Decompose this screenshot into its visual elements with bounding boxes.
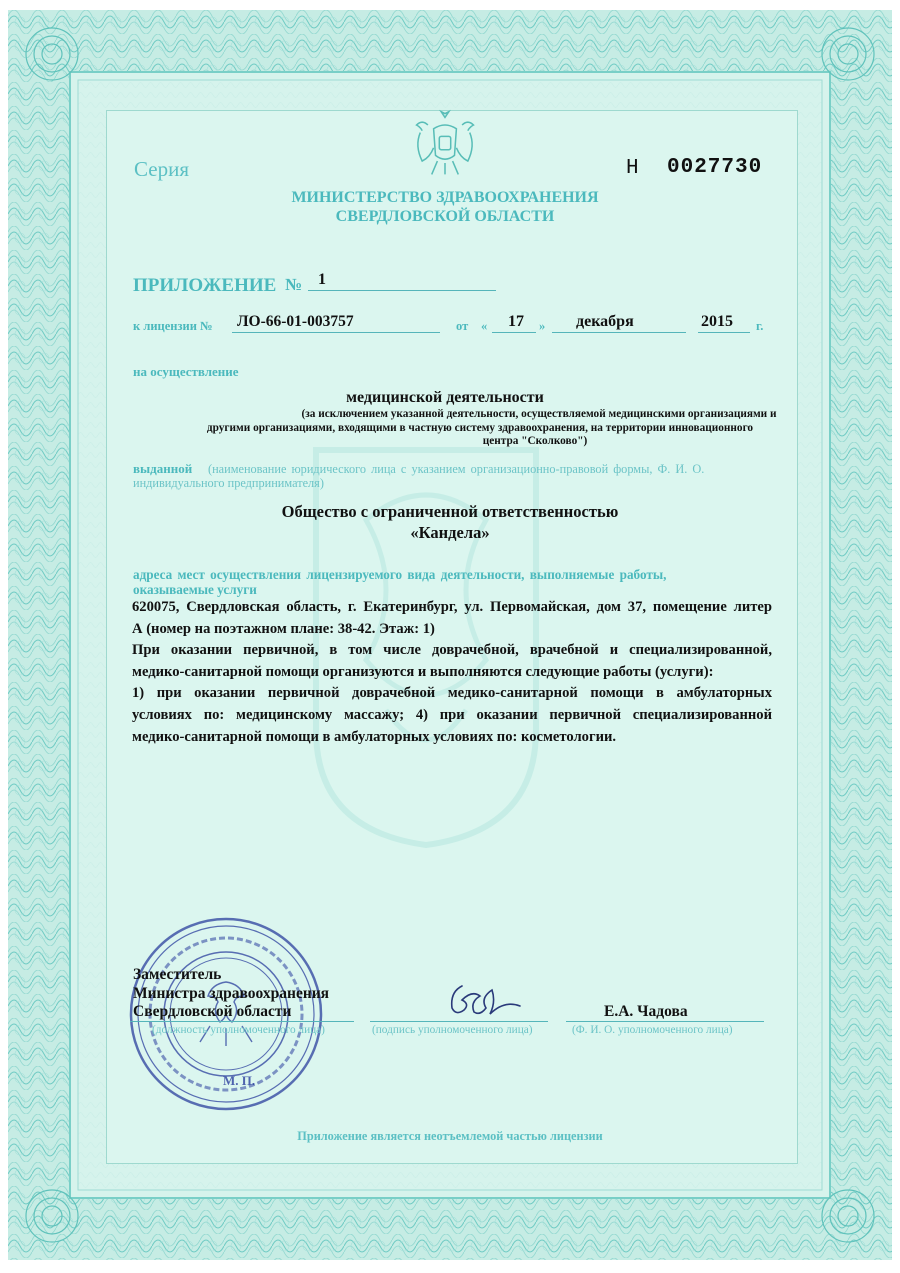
- series-label: Серия: [134, 157, 189, 181]
- license-day-line: [492, 332, 536, 333]
- series-letter: Н: [626, 157, 639, 180]
- license-year-line: [698, 332, 750, 333]
- ministry-title: [200, 188, 690, 226]
- address-line: медико-санитарной помощи в амбулаторных условиях по: косметологии.: [132, 728, 617, 745]
- footer-note: Приложение является неотъемлемой частью лицензии: [297, 1129, 603, 1143]
- appendix-number-line: [308, 290, 496, 291]
- address-line: медико-санитарной помощи организуются и выполняются следующие работы (услуги):: [132, 663, 714, 680]
- name-line: [566, 1021, 764, 1022]
- activity-note-line2: другими организациями, входящими в частную систему здравоохранения, на территории инновационного: [206, 421, 754, 434]
- addresses-label: [133, 567, 773, 597]
- license-from-label: от: [456, 319, 469, 333]
- license-day: 17: [508, 313, 524, 330]
- appendix-number-sign: №: [285, 275, 303, 294]
- signatory-position: [133, 966, 329, 1022]
- appendix-label: ПРИЛОЖЕНИЕ: [133, 275, 277, 296]
- address-line: 1) при оказании первичной доврачебной медико-санитарной помощи в амбулаторных: [132, 685, 772, 702]
- issued-caption-line2: индивидуального предпринимателя): [133, 476, 324, 490]
- activity-note-line3: центра "Сколково"): [482, 435, 588, 448]
- organization-name-line2: «Кандела»: [410, 523, 490, 542]
- seal-label: М. П.: [223, 1073, 256, 1088]
- signature-line: [370, 1021, 548, 1022]
- name-caption: (Ф. И. О. уполномоченного лица): [572, 1024, 733, 1036]
- position-line: [130, 1021, 354, 1022]
- addresses-body: [132, 597, 772, 748]
- double-headed-eagle-icon: [407, 106, 483, 182]
- organization-name-line1: Общество с ограниченной ответственностью: [281, 502, 619, 521]
- handwritten-signature-icon: [440, 976, 530, 1024]
- signatory-position-line1: Заместитель: [133, 966, 222, 983]
- issued-label: выданной: [133, 461, 193, 476]
- license-month-line: [552, 332, 686, 333]
- address-line: 620075, Свердловская область, г. Екатеринбург, ул. Первомайская, дом 37, помещение литер: [132, 599, 772, 615]
- license-number: ЛО-66-01-003757: [237, 313, 354, 330]
- series-number: 0027730: [667, 156, 763, 179]
- license-month: декабря: [576, 313, 634, 330]
- license-label: к лицензии №: [133, 319, 213, 333]
- license-quote-close: »: [539, 319, 546, 333]
- signatory-position-line2: Министра здравоохранения: [133, 984, 330, 1002]
- activity-note: [120, 408, 840, 449]
- activity-label: на осуществление: [133, 364, 239, 379]
- organization-name: [200, 501, 700, 543]
- appendix-number: 1: [318, 271, 326, 288]
- address-line: условиях по: медицинскому массажу; 4) при оказании первичной специализированной: [132, 706, 772, 723]
- signatory-name: Е.А. Чадова: [604, 1003, 688, 1020]
- license-year-suffix: г.: [756, 319, 764, 333]
- address-line: А (номер на поэтажном плане: 38-42. Этаж: 1): [132, 620, 435, 637]
- signature-caption: (подпись уполномоченного лица): [372, 1024, 533, 1036]
- license-quote-open: «: [481, 319, 488, 333]
- license-year: 2015: [701, 313, 733, 330]
- activity-note-line1: (за исключением указанной деятельности, осуществляемой медицинскими организациями и: [301, 408, 777, 420]
- address-line: При оказании первичной, в том числе доврачебной, врачебной и специализированной,: [132, 642, 772, 659]
- addresses-label-line1: адреса мест осуществления лицензируемого вида деятельности, выполняемые работы,: [133, 567, 667, 582]
- ministry-title-line1: МИНИСТЕРСТВО ЗДРАВООХРАНЕНИЯ: [291, 189, 599, 206]
- activity-name: медицинской деятельности: [346, 389, 544, 406]
- ministry-title-line2: СВЕРДЛОВСКОЙ ОБЛАСТИ: [335, 208, 555, 225]
- position-caption: (должность уполномоченного лица): [152, 1024, 325, 1036]
- signatory-position-line3: Свердловской области: [133, 1003, 292, 1020]
- license-number-line: [232, 332, 440, 333]
- issued-caption-line1: (наименование юридического лица с указанием организационно-правовой формы, Ф. И. О.: [208, 462, 705, 476]
- addresses-label-line2: оказываемые услуги: [133, 582, 257, 597]
